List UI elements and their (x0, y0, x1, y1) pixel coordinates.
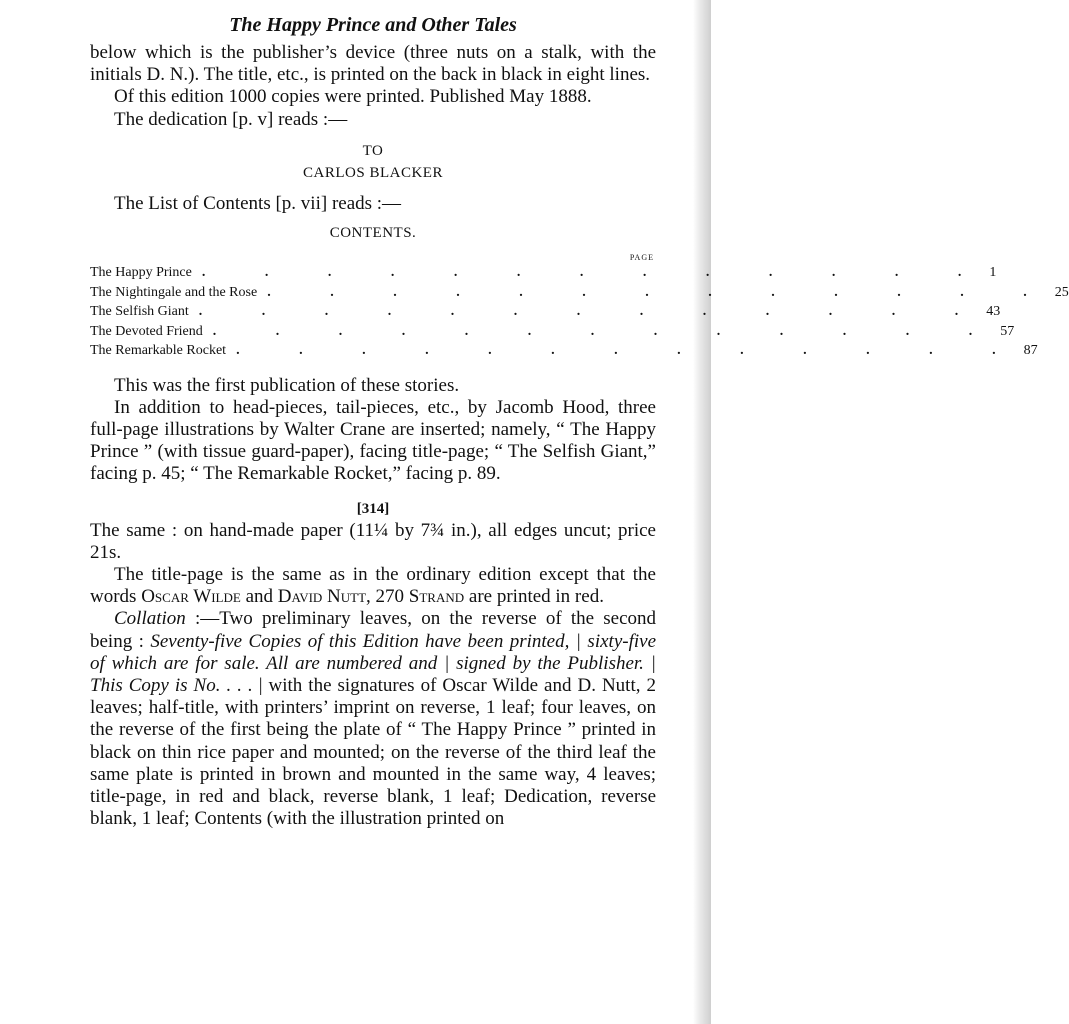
contents-leader-dots: . . . . . . . . . . . . . (212, 323, 1001, 339)
contents-title: The Remarkable Rocket (90, 343, 227, 359)
contents-row (90, 283, 1069, 303)
contents-row (90, 302, 1001, 322)
contents-row (90, 322, 1015, 342)
running-head: The Happy Prince and Other Tales (229, 14, 517, 36)
contents-leader-dots: . . . . . . . . . . . . . (198, 304, 987, 320)
contents-page-number: 87 (1023, 343, 1038, 359)
small-caps-publisher: David Nutt (277, 586, 367, 608)
contents-leader-dots: . . . . . . . . . . . . . (267, 284, 1055, 300)
limitation-statement: Seventy-five Copies of this Edition have been printed, | sixty-five of which are for sale. All are numbered and | signed by the Publisher. | This Copy is No. . . . (90, 630, 657, 696)
document-page (90, 10, 1069, 830)
collation-label: Collation (114, 608, 186, 630)
small-caps-author: Oscar Wilde (141, 586, 241, 608)
contents-page-number: 1 (989, 265, 997, 281)
contents-page-number: 57 (1000, 323, 1015, 339)
contents-page-number: 25 (1054, 284, 1069, 300)
contents-title: The Devoted Friend (90, 323, 203, 339)
text-segment: and (240, 586, 278, 608)
contents-table (90, 253, 1069, 361)
contents-page-label: PAGE (629, 253, 654, 263)
contents-row (90, 341, 1038, 361)
contents-leader-dots: . . . . . . . . . . . . . (201, 265, 990, 281)
contents-title: The Happy Prince (90, 265, 192, 281)
text-segment: :—Two preliminary leaves, on the reverse of the second being : (90, 608, 656, 652)
text-segment: The title-page is the same as in the ordinary edition except that the words (90, 563, 656, 608)
text-segment: , 270 (366, 586, 409, 608)
dedication-to: TO (362, 142, 384, 159)
contents-leader-dots: . . . . . . . . . . . . . (236, 343, 1024, 359)
contents-title: The Nightingale and the Rose (90, 284, 258, 300)
paragraph-title-page (90, 564, 656, 608)
contents-heading: CONTENTS. (329, 225, 417, 242)
paragraph-publisher-device: below which is the publisher’s device (three nuts on a stalk, with the initials D. N.). The title, etc., is printed on the back in black in eight lines. (90, 42, 656, 86)
dedication-name: CARLOS BLACKER (303, 164, 443, 181)
paragraph-dedication-intro: The dedication [p. v] reads :— (114, 108, 348, 130)
paragraph-first-publication: This was the first publication of these stories. (114, 374, 460, 396)
text-segment: are printed in red. (464, 586, 604, 608)
text-segment: | with the signatures of Oscar Wilde and D. Nutt, 2 leaves; half-title, with printers’ imprint on reverse, 1 leaf; four leaves, on the reverse of the first being the plate of “ The Happy Prince ” printed in black on thin rice paper and mounted; on the reverse of the third leaf the same plate is printed in brown and mounted in the same way, 4 leaves; title-page, in red and black, reverse blank, 1 leaf; Dedication, reverse blank, 1 leaf; Contents (with the illustration printed on (90, 674, 656, 830)
paragraph-collation (90, 608, 656, 830)
contents-title: The Selfish Giant (90, 304, 189, 320)
contents-row (90, 263, 997, 283)
contents-page-number: 43 (986, 304, 1001, 320)
paragraph-illustrations: In addition to head-pieces, tail-pieces, etc., by Jacomb Hood, three full-page illustrations by Walter Crane are inserted; namely, “ The Happy Prince ” (with tissue guard-paper), facing title-page; “ The Selfish Giant,” facing p. 45; “ The Remarkable Rocket,” facing p. 89. (90, 396, 656, 485)
paragraph-hand-made-paper: The same : on hand-made paper (11¼ by 7¾ in.), all edges uncut; price 21s. (90, 519, 656, 563)
paragraph-edition-count: Of this edition 1000 copies were printed. Published May 1888. (114, 86, 592, 108)
page-edge-shadow (693, 0, 711, 1024)
paragraph-contents-intro: The List of Contents [p. vii] reads :— (114, 192, 402, 214)
small-caps-street: Strand (408, 586, 465, 608)
entry-number: [314] (356, 500, 390, 517)
